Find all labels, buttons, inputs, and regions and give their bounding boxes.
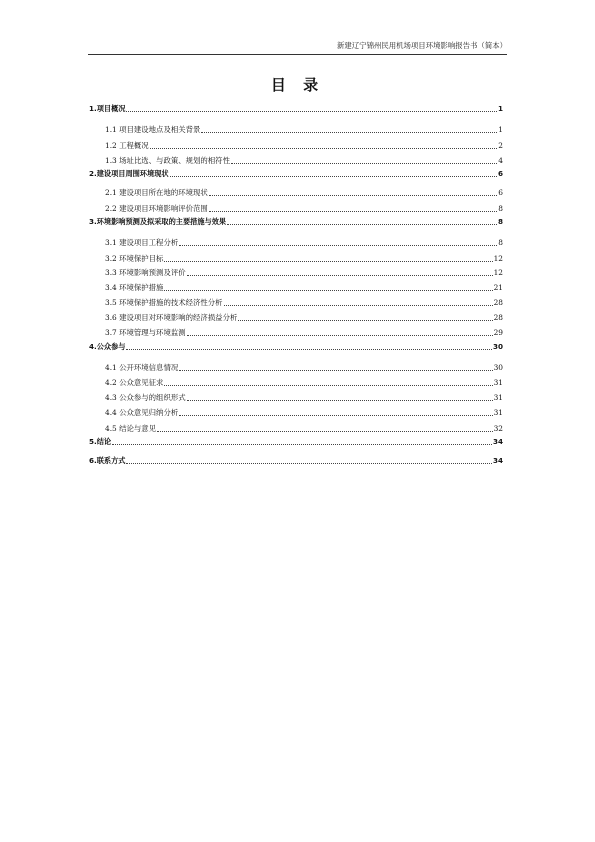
toc-page-number: 12 [493,268,503,277]
toc-dot-leader [112,444,492,445]
toc-chapter-entry[interactable] [89,341,503,352]
toc-page-number: 8 [498,238,503,247]
toc-page-number: 31 [493,393,503,402]
toc-entry-title: 6.联系方式 [89,456,126,465]
toc-chapter-entry[interactable] [89,103,503,114]
toc-dot-leader [231,163,497,164]
toc-chapter-entry[interactable] [89,216,503,227]
toc-page-number: 28 [493,298,503,307]
toc-dot-leader [126,349,492,350]
toc-page-number: 31 [493,378,503,387]
toc-dot-leader [209,195,498,196]
toc-page-number: 34 [492,437,503,446]
toc-dot-leader [201,132,497,133]
toc-dot-leader [164,290,492,291]
toc-dot-leader [227,224,497,225]
toc-page-number: 6 [497,169,503,178]
toc-dot-leader [238,320,492,321]
toc-entry-title: 4.公众参与 [89,342,126,351]
toc-section-entry[interactable] [105,253,503,264]
toc-section-entry[interactable] [105,203,503,214]
toc-section-entry[interactable] [105,267,503,278]
toc-page-number: 1 [497,104,503,113]
toc-section-entry[interactable] [105,362,503,373]
toc-section-entry[interactable] [105,312,503,323]
toc-dot-leader [164,385,492,386]
toc-entry-title: 1.项目概况 [89,104,126,113]
toc-entry-title: 3.2 环境保护目标 [105,254,164,263]
toc-entry-title: 4.2 公众意见征求 [105,378,164,387]
toc-entry-title: 5.结论 [89,437,112,446]
toc-section-entry[interactable] [105,237,503,248]
toc-entry-title: 3.环境影响预测及拟采取的主要措施与效果 [89,217,227,226]
toc-entry-title: 3.4 环境保护措施 [105,283,164,292]
toc-entry-title: 3.6 建设项目对环境影响的经济损益分析 [105,313,238,322]
toc-section-entry[interactable] [105,423,503,434]
toc-section-entry[interactable] [105,124,503,135]
toc-page-number: 12 [493,254,503,263]
toc-entry-title: 4.1 公开环境信息情况 [105,363,179,372]
toc-page-number: 28 [493,313,503,322]
toc-dot-leader [187,335,493,336]
toc-section-entry[interactable] [105,187,503,198]
toc-page-number: 21 [493,283,503,292]
toc-dot-leader [126,111,497,112]
toc-entry-title: 1.2 工程概况 [105,141,149,150]
toc-page-number: 8 [497,217,503,226]
toc-entry-title: 4.4 公众意见归纳分析 [105,408,179,417]
toc-section-entry[interactable] [105,327,503,338]
toc-page-number: 8 [498,204,503,213]
toc-entry-title: 3.3 环境影响预测及评价 [105,268,186,277]
toc-section-entry[interactable] [105,377,503,388]
toc-entry-title: 4.5 结论与意见 [105,424,157,433]
toc-chapter-entry[interactable] [89,436,503,447]
toc-chapter-entry[interactable] [89,168,503,179]
toc-section-entry[interactable] [105,407,503,418]
toc-entry-title: 3.7 环境管理与环境监测 [105,328,186,337]
toc-entry-title: 1.3 场址比选、与政策、规划的相符性 [105,156,230,165]
toc-page-number: 30 [492,342,503,351]
toc-dot-leader [126,463,492,464]
toc-chapter-entry[interactable] [89,455,503,466]
toc-page-number: 34 [492,456,503,465]
toc-section-entry[interactable] [105,155,503,166]
toc-entry-title: 2.1 建设项目所在地的环境现状 [105,188,208,197]
toc-entry-title: 2.2 建设项目环境影响评价范围 [105,204,208,213]
toc-section-entry[interactable] [105,282,503,293]
toc-entry-title: 2.建设项目周围环境现状 [89,169,169,178]
toc-dot-leader [187,400,493,401]
toc-entry-title: 1.1 项目建设地点及相关背景 [105,125,201,134]
toc-page-number: 1 [498,125,503,134]
toc-page-number: 6 [498,188,503,197]
toc-dot-leader [170,176,497,177]
header-text: 新建辽宁锦州民用机场项目环境影响报告书（简本） [337,41,507,50]
toc-section-entry[interactable] [105,297,503,308]
toc-dot-leader [179,370,492,371]
toc-dot-leader [150,148,498,149]
toc-dot-leader [157,431,493,432]
toc-page-number: 31 [493,408,503,417]
toc-dot-leader [209,211,498,212]
toc-dot-leader [164,261,492,262]
toc-dot-leader [179,415,492,416]
toc-dot-leader [179,245,497,246]
toc-page-number: 32 [493,424,503,433]
toc-dot-leader [187,275,493,276]
toc-section-entry[interactable] [105,392,503,403]
toc-page-number: 29 [493,328,503,337]
toc-page-number: 2 [498,141,503,150]
toc-entry-title: 3.1 建设项目工程分析 [105,238,179,247]
toc-entry-title: 4.3 公众参与的组织形式 [105,393,186,402]
toc-dot-leader [224,305,493,306]
toc-page-number: 4 [498,156,503,165]
page-title: 目 录 [270,76,325,94]
toc-entry-title: 3.5 环境保护措施的技术经济性分析 [105,298,223,307]
toc-section-entry[interactable] [105,140,503,151]
toc-page-number: 30 [493,363,503,372]
